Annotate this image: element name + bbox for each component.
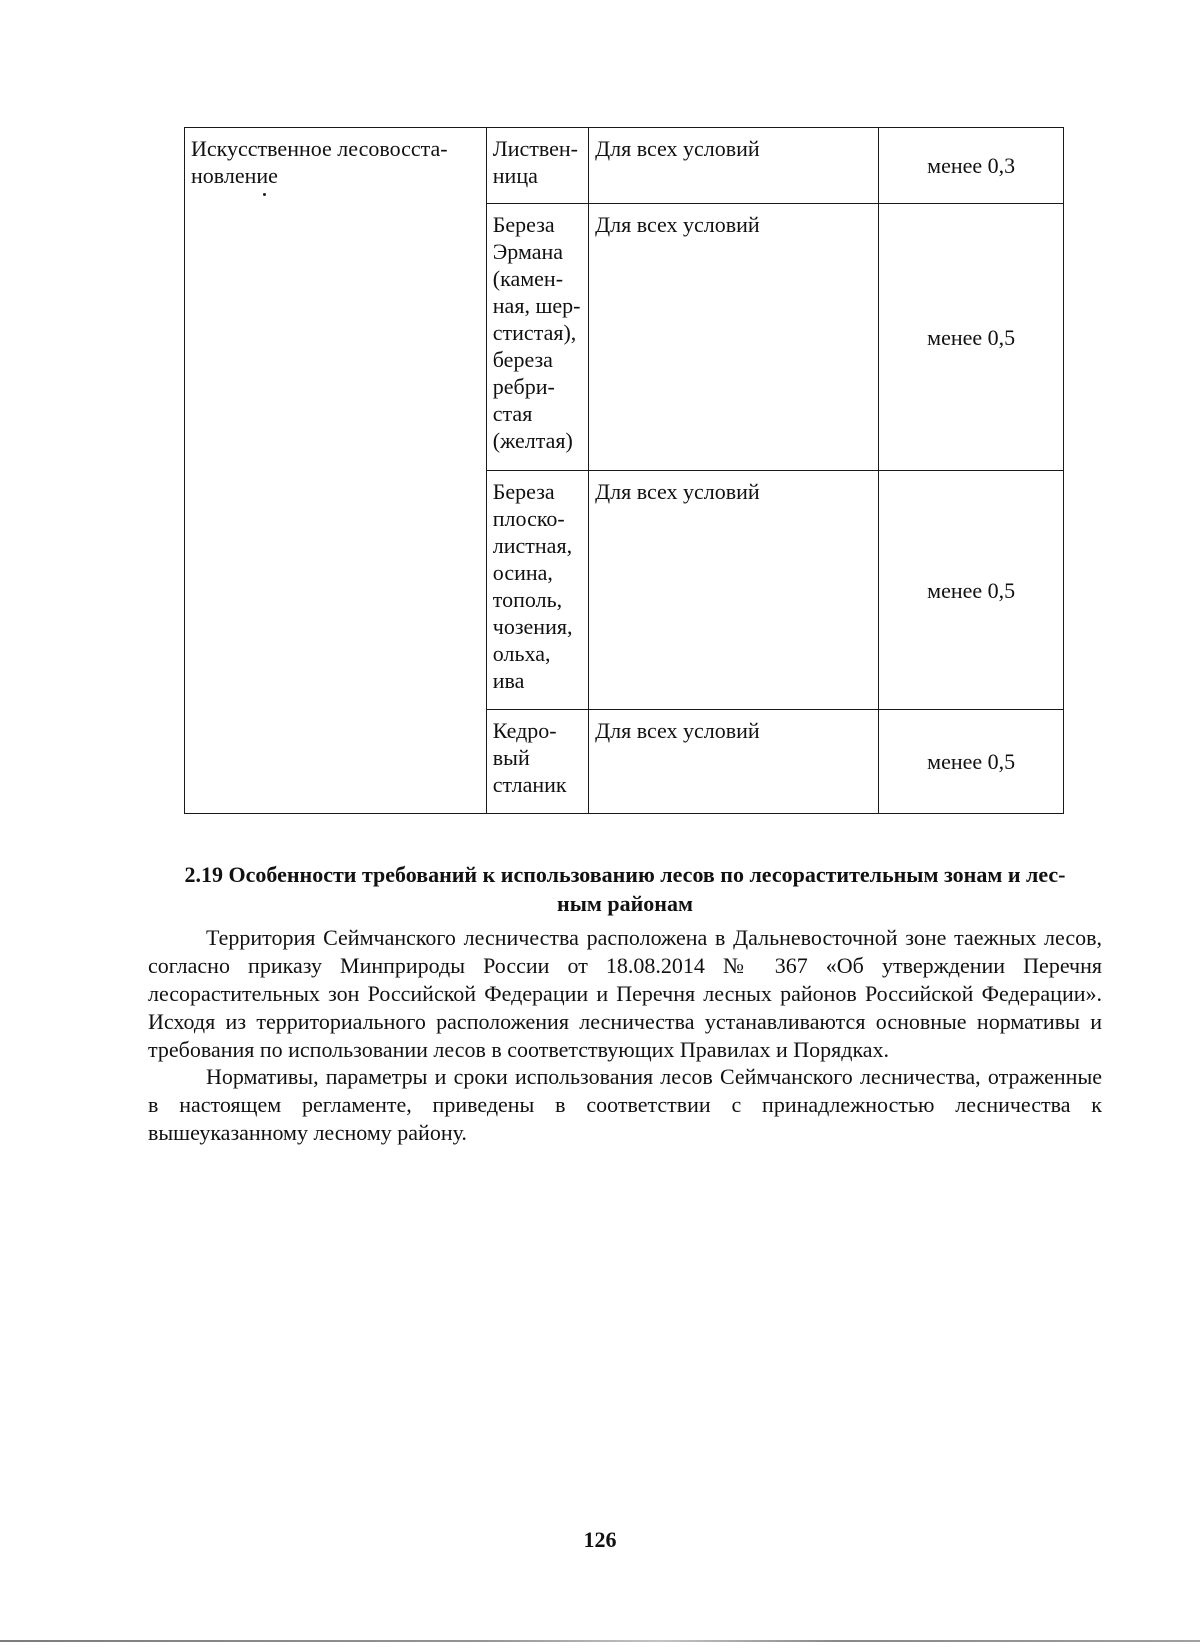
condition-label: Для всех условий [595,136,760,161]
condition-label: Для всех условий [595,718,760,743]
value-cell [879,471,1064,710]
scan-edge-line [0,1640,1200,1642]
table-row [185,128,1064,204]
value-cell [879,128,1064,204]
value-cell [879,710,1064,814]
condition-label: Для всех условий [595,479,760,504]
species-label: Береза Эрмана (камен- ная, шер- стистая), береза ребри- стая (желтая) [492,212,581,453]
species-label: Кедро- вый стланик [492,718,567,797]
condition-cell [589,471,879,710]
method-cell [185,128,487,814]
species-label: Листвен- ница [492,136,578,188]
section-heading: 2.19 Особенности требований к использованию лесов по лесорастительным зонам и лес- ным районам [184,862,1066,916]
species-cell [486,471,588,710]
forest-regulation-table [184,127,1064,814]
value-label: менее 0,3 [927,153,1016,178]
scan-dot [263,193,266,196]
species-cell [486,710,588,814]
condition-label: Для всех условий [595,212,760,237]
condition-cell [589,710,879,814]
species-cell [486,128,588,204]
condition-cell [589,128,879,204]
paragraph: Территория Сеймчанского лесничества расположена в Дальневосточной зоне таежных лесов, согласно приказу Минприроды России от 18.08.2014 № 367 «Об утверждении Перечня лесорастительных зон Российской Федерации и Перечня лесных районов Российской Федерации». Исходя из территориального расположения лесничества устанавливаются основные нормативы и требования по использовании лесов в соответствующих Правилах и Порядках. [148,925,1102,1062]
page-number: 126 [583,1527,617,1552]
species-label: Береза плоско- листная, осина, тополь, чозения, ольха, ива [492,479,573,693]
condition-cell [589,204,879,471]
value-cell [879,204,1064,471]
method-label: Искусственное лесовосста- новление [191,136,448,188]
species-cell [486,204,588,471]
value-label: менее 0,5 [927,577,1016,603]
value-label: менее 0,5 [927,324,1016,350]
paragraph: Нормативы, параметры и сроки использования лесов Сеймчанского лесничества, отраженные в настоящем регламенте, приведены в соответствии с принадлежностью лесничества к вышеуказанному лесному району. [148,1064,1102,1145]
value-label: менее 0,5 [927,749,1016,774]
